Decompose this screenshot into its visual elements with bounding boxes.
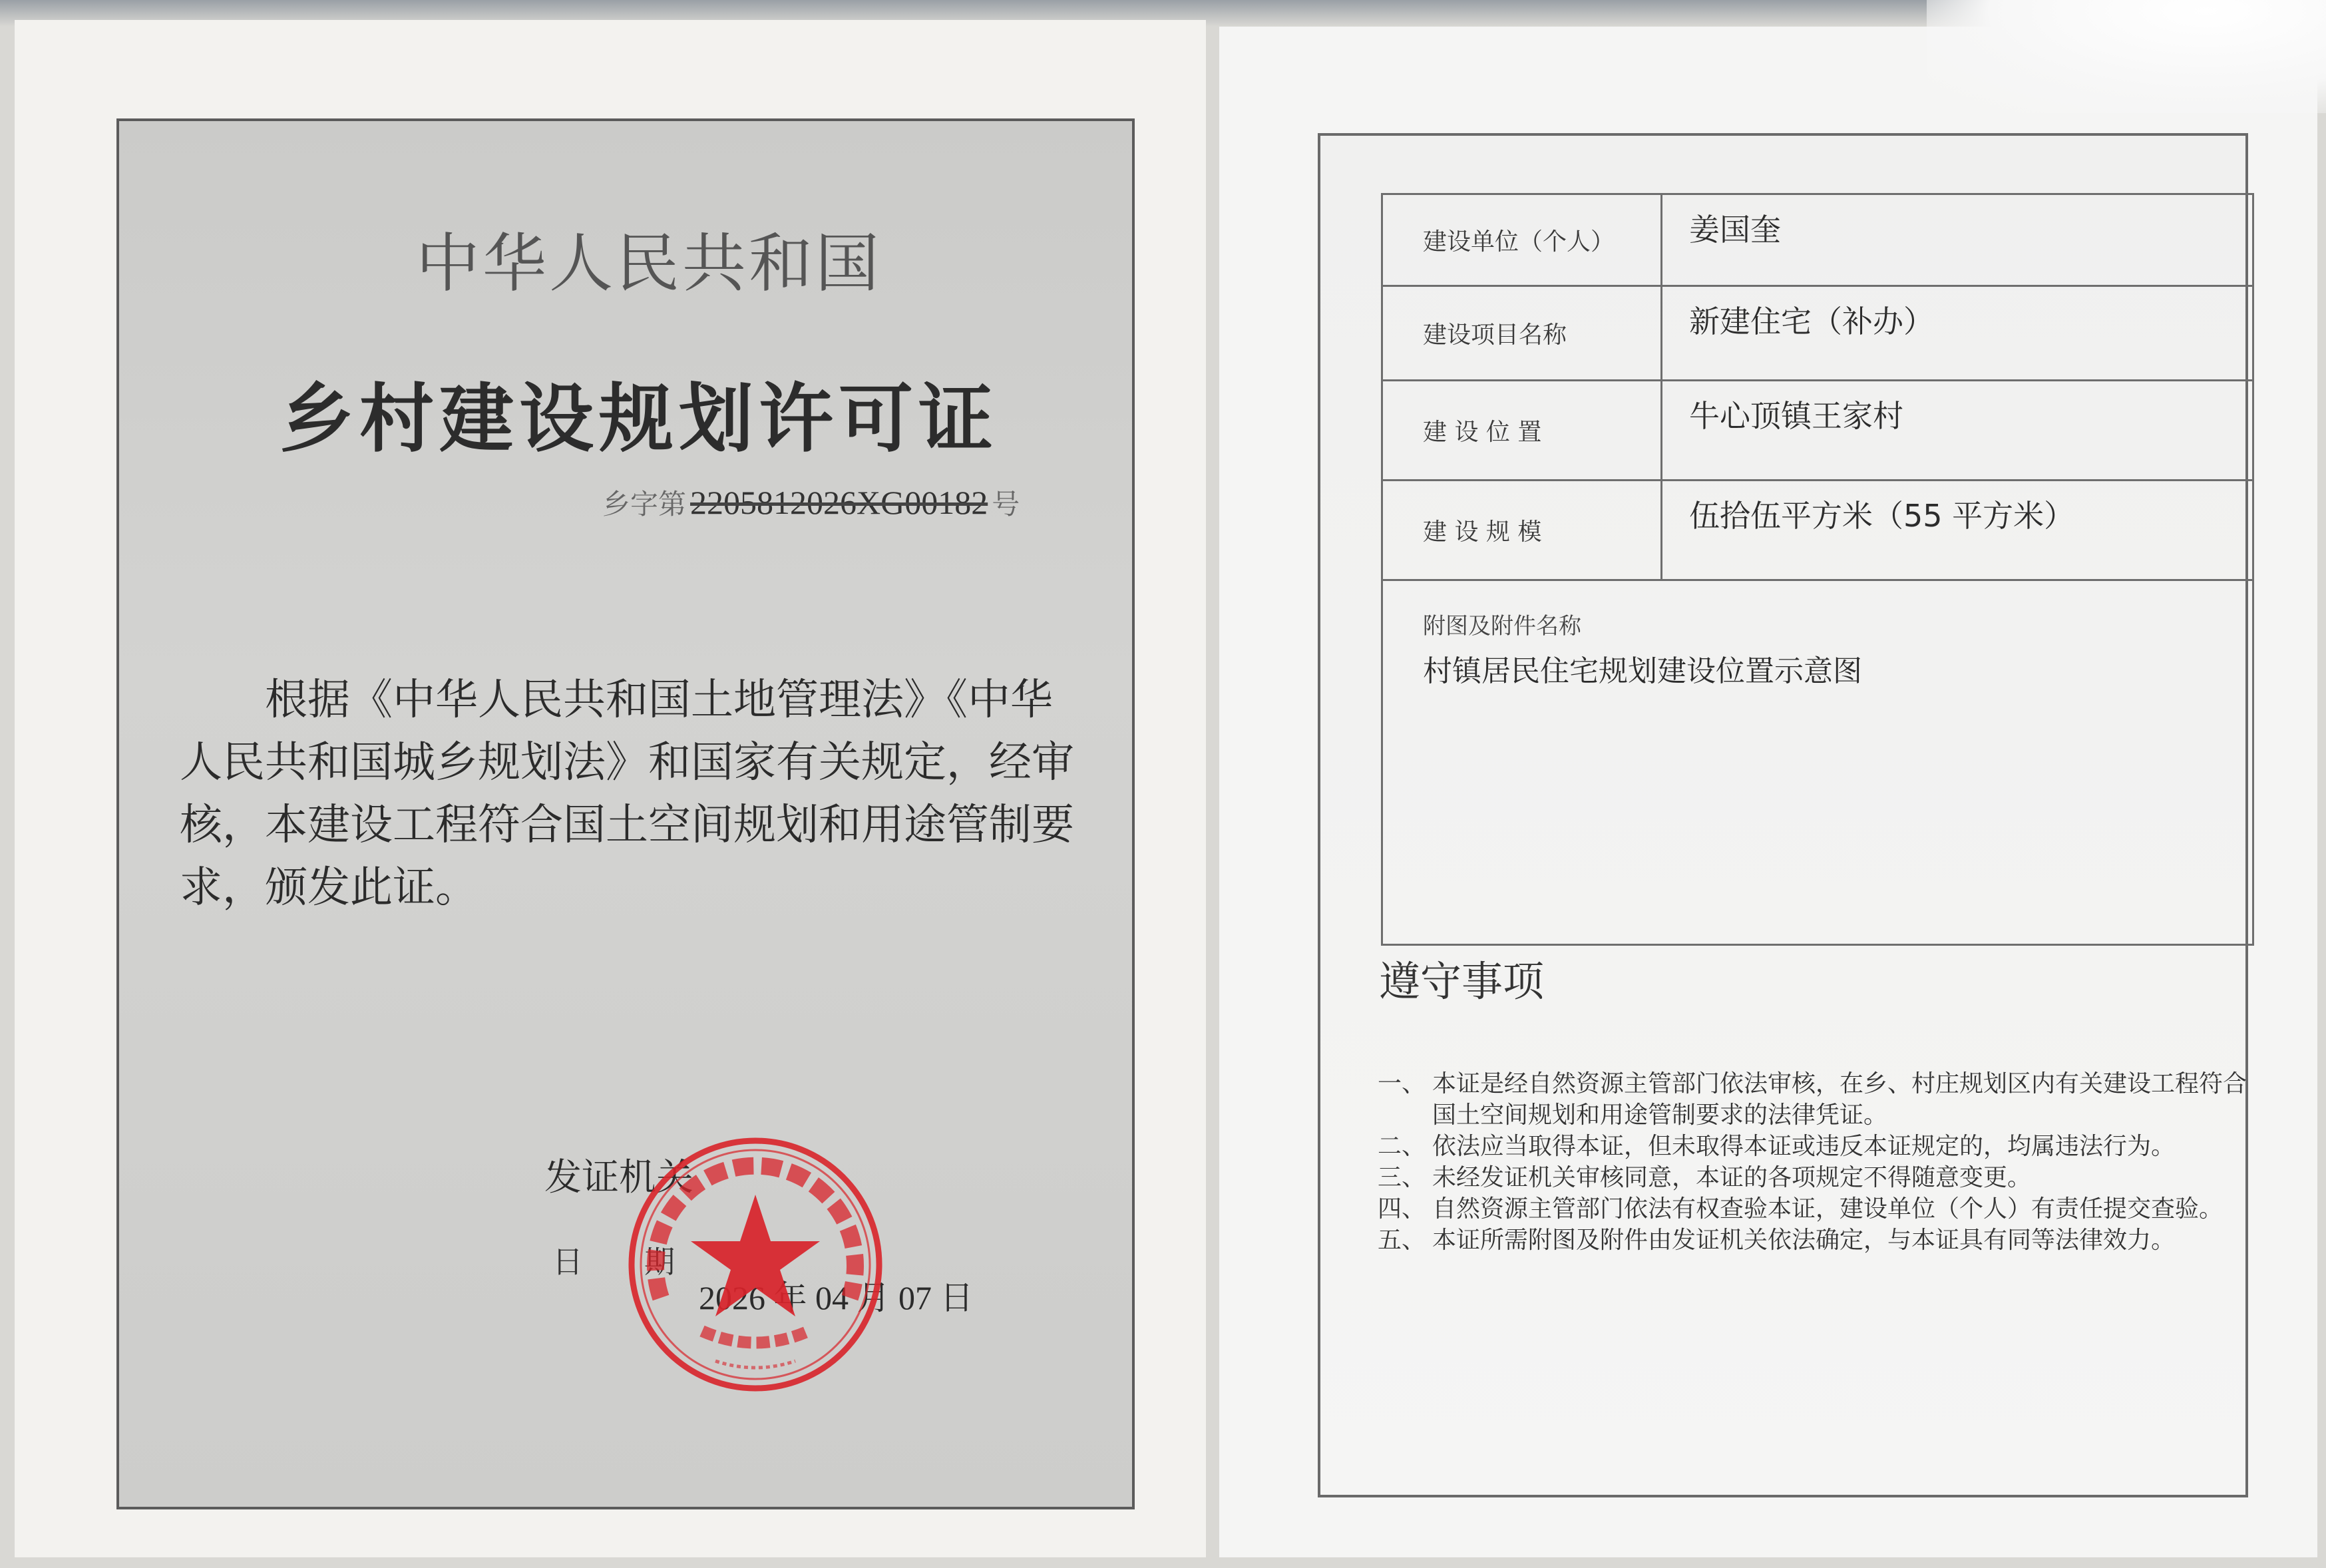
row-value: 牛心顶镇王家村 xyxy=(1662,381,2253,481)
number-suffix: 号 xyxy=(992,488,1020,520)
list-item xyxy=(1378,1068,2256,1131)
table-row xyxy=(1382,381,2253,481)
issue-date: 2026 年 04 月 07 日 xyxy=(699,1279,974,1316)
item-number: 二、 xyxy=(1378,1133,1426,1160)
issuer-label: 发证机关 xyxy=(544,1156,693,1199)
permit-body: 根据《中华人民共和国土地管理法》《中华人民共和国城乡规划法》和国家有关规定，经审核，本建设工程符合国土空间规划和用途管制要求，颁发此证。 xyxy=(180,676,1074,912)
permit-number-line xyxy=(602,483,1020,522)
item-text: 自然资源主管部门依法有权查验本证，建设单位（个人）有责任提交查验。 xyxy=(1432,1195,2224,1223)
row-label: 建 设 规 模 xyxy=(1382,481,1662,580)
item-number: 一、 xyxy=(1378,1070,1426,1097)
table-row xyxy=(1382,286,2253,381)
list-item xyxy=(1378,1131,2256,1162)
row-value: 姜国奎 xyxy=(1662,194,2253,286)
item-text: 本证所需附图及附件由发证机关依法确定，与本证具有同等法律效力。 xyxy=(1432,1227,2176,1254)
country-name: 中华人民共和国 xyxy=(416,226,882,301)
item-text: 依法应当取得本证，但未取得本证或违反本证规定的，均属违法行为。 xyxy=(1432,1133,2176,1160)
number-prefix: 乡字第 xyxy=(602,488,687,520)
attachment-label: 附图及附件名称 xyxy=(1423,613,1581,640)
project-info-table xyxy=(1381,193,2254,946)
row-label: 建 设 位 置 xyxy=(1382,381,1662,481)
permit-title: 乡村建设规划许可证 xyxy=(280,376,998,463)
official-seal xyxy=(622,1131,888,1398)
observe-title: 遵守事项 xyxy=(1379,957,1545,1006)
row-value: 伍拾伍平方米（55 平方米） xyxy=(1662,481,2253,580)
list-item xyxy=(1378,1225,2256,1256)
table-row xyxy=(1382,481,2253,580)
item-number: 四、 xyxy=(1378,1195,1426,1223)
list-item xyxy=(1378,1193,2256,1225)
list-item xyxy=(1378,1162,2256,1193)
permit-number: 2205812026XG00182 xyxy=(690,484,988,521)
attachment-row xyxy=(1382,580,2253,945)
glare xyxy=(1927,0,2326,113)
table-row xyxy=(1382,194,2253,286)
row-value: 新建住宅（补办） xyxy=(1662,286,2253,381)
attachment-cell xyxy=(1382,580,2253,945)
attachment-value: 村镇居民住宅规划建设位置示意图 xyxy=(1423,654,1862,688)
row-label: 建设单位（个人） xyxy=(1382,194,1662,286)
date-label: 日 期 xyxy=(552,1244,675,1280)
item-number: 五、 xyxy=(1378,1227,1426,1254)
item-number: 三、 xyxy=(1378,1164,1426,1191)
item-text: 未经发证机关审核同意，本证的各项规定不得随意变更。 xyxy=(1432,1164,2032,1191)
item-text: 本证是经自然资源主管部门依法审核，在乡、村庄规划区内有关建设工程符合国土空间规划和用途管制要求的法律凭证。 xyxy=(1432,1070,2247,1129)
observe-list xyxy=(1378,1068,2256,1256)
row-label: 建设项目名称 xyxy=(1382,286,1662,381)
